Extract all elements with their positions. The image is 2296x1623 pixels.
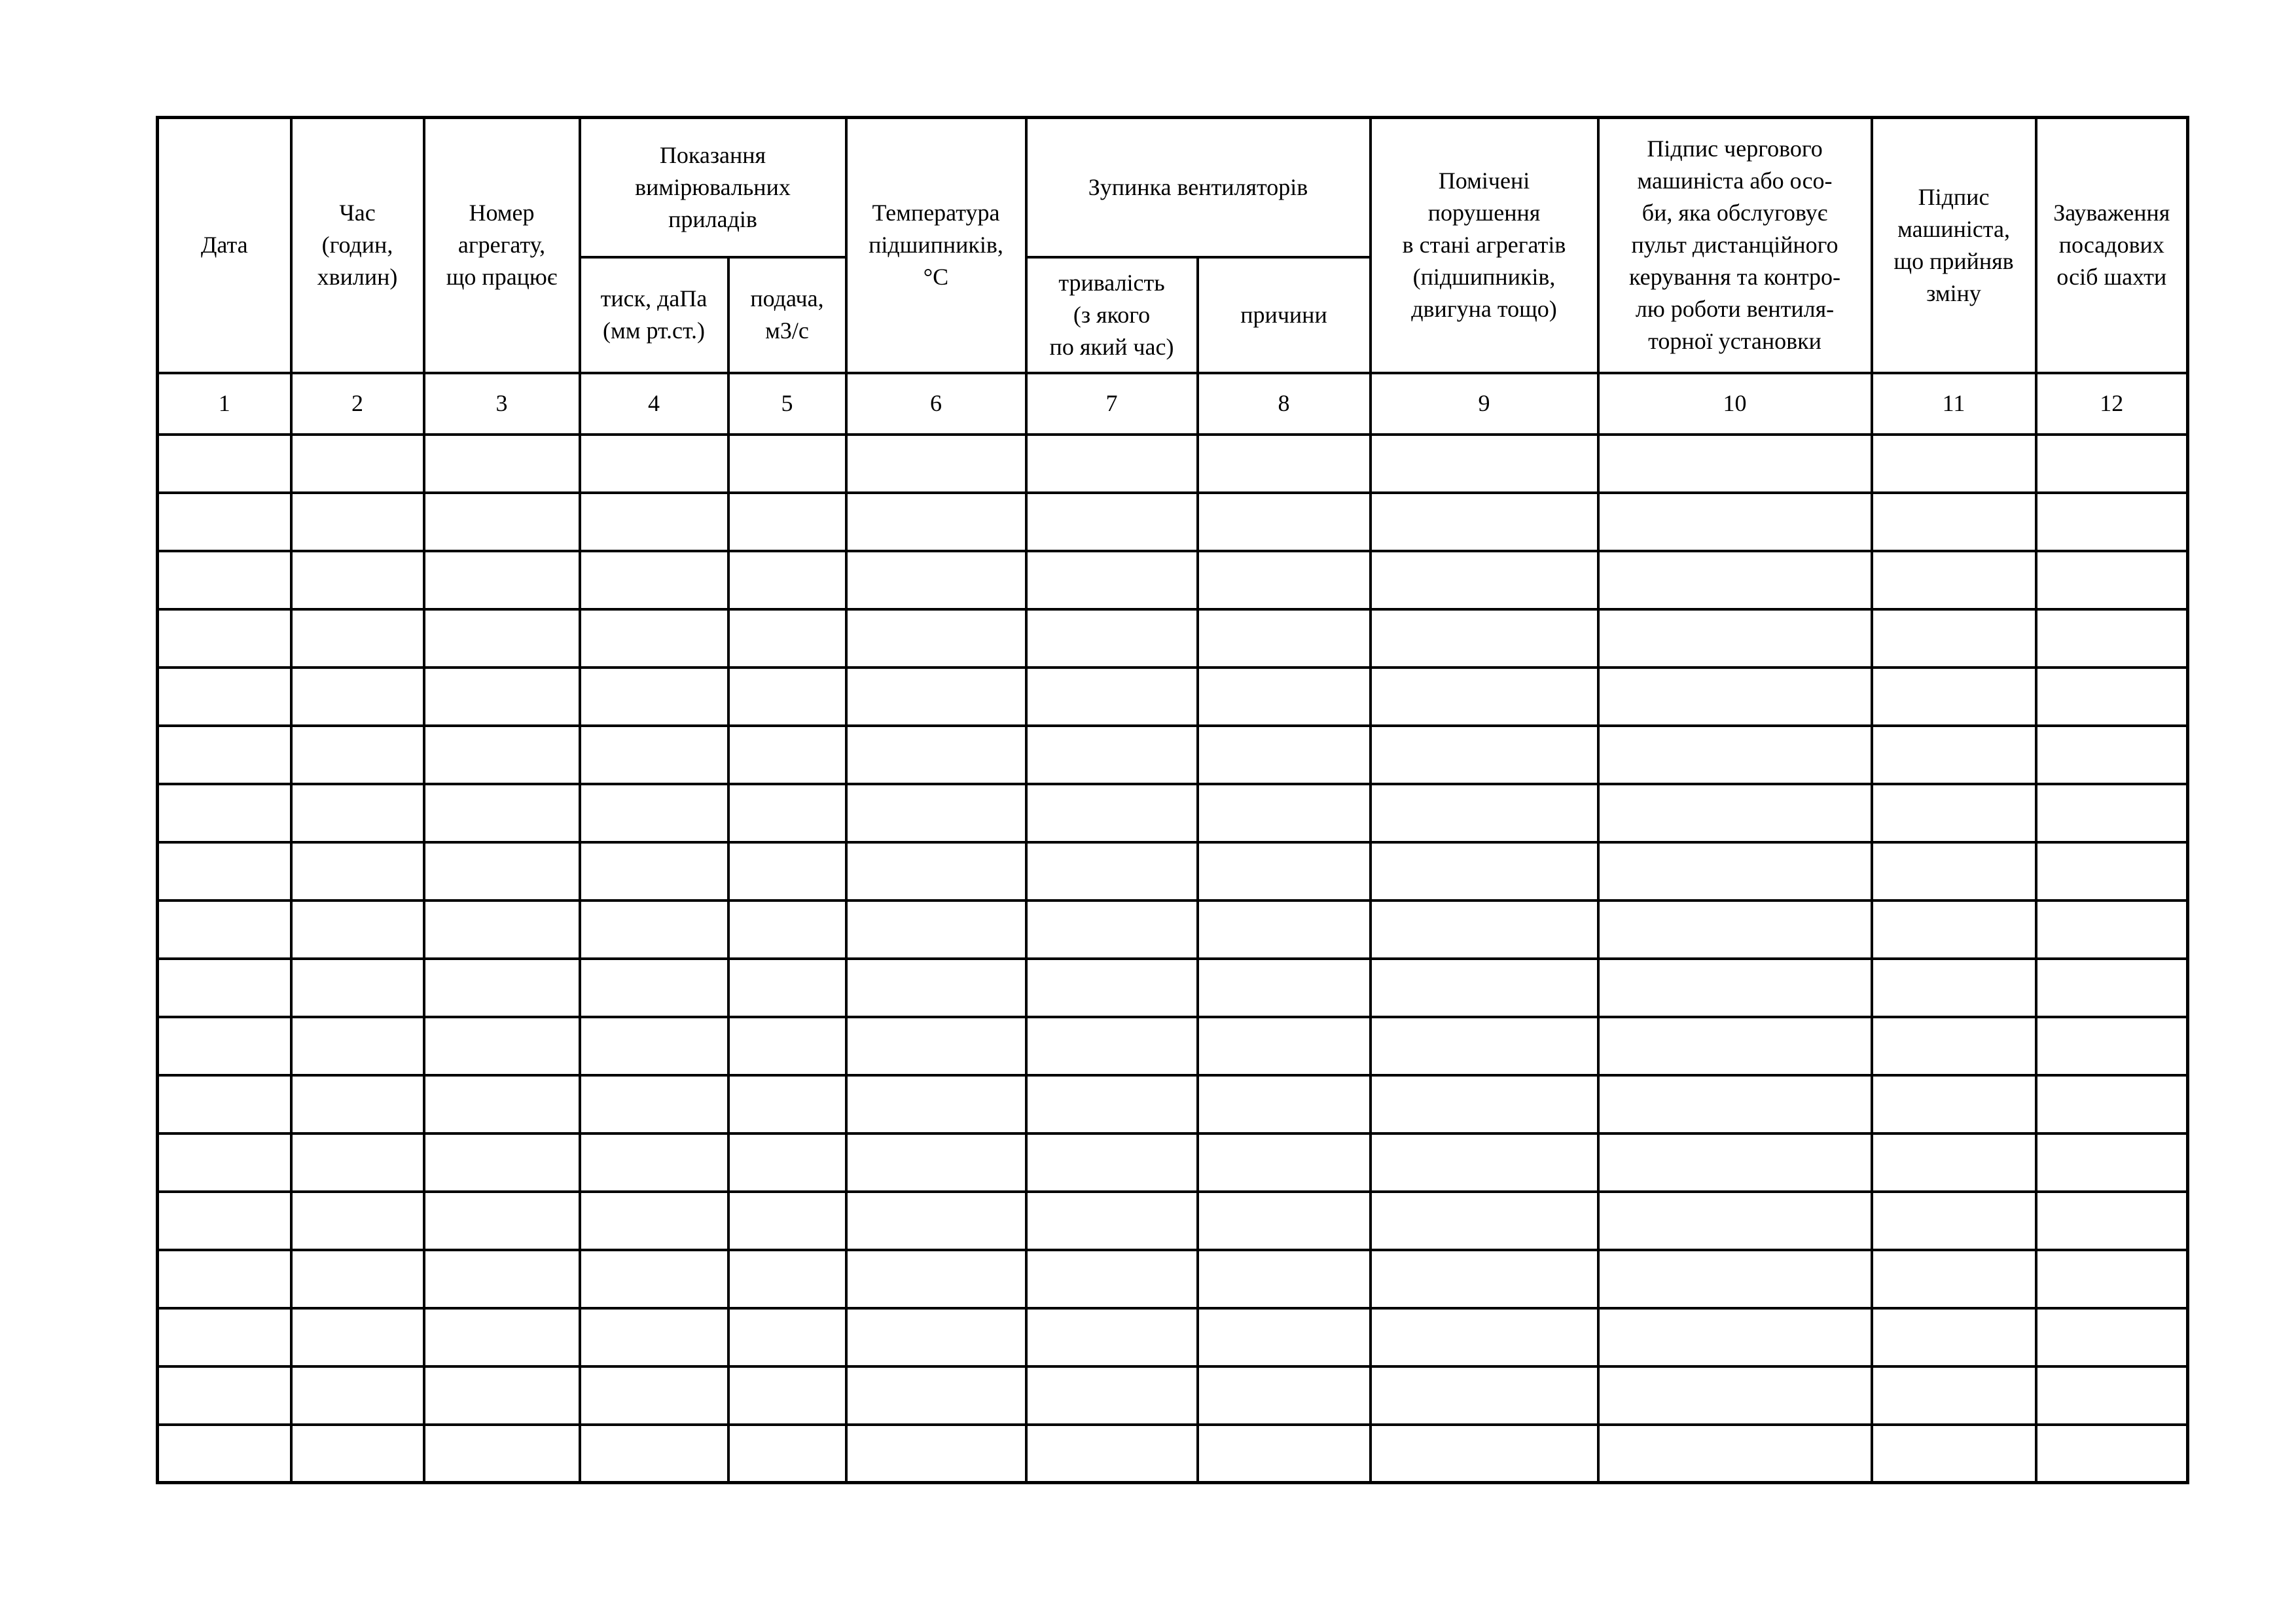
header-pressure-label: тиск, даПа (мм рт.ст.) [600, 285, 708, 344]
entry-cell[interactable] [1198, 1192, 1371, 1250]
column-number: 12 [2036, 373, 2188, 435]
entry-cell[interactable] [2036, 435, 2188, 493]
entry-cell[interactable] [580, 842, 728, 901]
entry-cell[interactable] [1198, 1017, 1371, 1075]
entry-cell[interactable] [2036, 959, 2188, 1017]
entry-cell[interactable] [1872, 726, 2036, 784]
entry-cell[interactable] [1872, 551, 2036, 609]
entry-cell[interactable] [728, 668, 846, 726]
header-duration [1026, 257, 1198, 373]
column-number: 8 [1198, 373, 1371, 435]
entry-cell[interactable] [1872, 1308, 2036, 1366]
entry-cell[interactable] [1198, 609, 1371, 668]
entry-cell[interactable] [2036, 1366, 2188, 1425]
entry-cell[interactable] [1598, 435, 1872, 493]
entry-cell[interactable] [424, 842, 580, 901]
entry-cell[interactable] [291, 1133, 424, 1192]
entry-cell[interactable] [424, 609, 580, 668]
entry-cell[interactable] [728, 609, 846, 668]
entry-cell[interactable] [158, 551, 291, 609]
entry-cell[interactable] [1598, 1250, 1872, 1308]
column-number: 4 [580, 373, 728, 435]
entry-cell[interactable] [158, 493, 291, 551]
entry-cell[interactable] [1198, 435, 1371, 493]
entry-cell[interactable] [1026, 1075, 1198, 1133]
table-row [158, 435, 2188, 493]
entry-cell[interactable] [291, 1075, 424, 1133]
entry-cell[interactable] [158, 609, 291, 668]
entry-cell[interactable] [1872, 668, 2036, 726]
header-pressure [580, 257, 728, 373]
entry-cell[interactable] [580, 1250, 728, 1308]
entry-cell[interactable] [1598, 959, 1872, 1017]
entry-cell[interactable] [1371, 1366, 1598, 1425]
entry-cell[interactable] [1371, 435, 1598, 493]
entry-cell[interactable] [424, 1250, 580, 1308]
entry-cell[interactable] [158, 901, 291, 959]
entry-cell[interactable] [1371, 609, 1598, 668]
header-instrument-readings-label: Показання вимірювальних приладів [635, 141, 791, 232]
entry-cell[interactable] [1872, 1133, 2036, 1192]
entry-cell[interactable] [291, 1017, 424, 1075]
entry-cell[interactable] [846, 901, 1026, 959]
entry-cell[interactable] [158, 726, 291, 784]
entry-cell[interactable] [728, 842, 846, 901]
entry-cell[interactable] [1598, 1017, 1872, 1075]
entry-cell[interactable] [580, 668, 728, 726]
entry-cell[interactable] [291, 1308, 424, 1366]
header-fan-stop [1026, 118, 1371, 257]
entry-cell[interactable] [2036, 1133, 2188, 1192]
entry-cell[interactable] [2036, 493, 2188, 551]
entry-cell[interactable] [728, 1075, 846, 1133]
entry-cell[interactable] [291, 901, 424, 959]
entry-cell[interactable] [424, 901, 580, 959]
entry-cell[interactable] [1026, 1133, 1198, 1192]
entry-cell[interactable] [424, 1075, 580, 1133]
entry-cell[interactable] [1026, 435, 1198, 493]
header-unit-number [424, 118, 580, 373]
entry-cell[interactable] [1198, 1366, 1371, 1425]
entry-cell[interactable] [728, 959, 846, 1017]
entry-cell[interactable] [846, 1366, 1026, 1425]
entry-cell[interactable] [1598, 1133, 1872, 1192]
table-row [158, 726, 2188, 784]
entry-cell[interactable] [1598, 1308, 1872, 1366]
entry-cell[interactable] [1872, 493, 2036, 551]
column-number: 2 [291, 373, 424, 435]
entry-cell[interactable] [1598, 1366, 1872, 1425]
entry-cell[interactable] [158, 1133, 291, 1192]
entry-cell[interactable] [728, 1192, 846, 1250]
entry-cell[interactable] [846, 1017, 1026, 1075]
entry-cell[interactable] [158, 959, 291, 1017]
entry-cell[interactable] [2036, 551, 2188, 609]
entry-cell[interactable] [291, 1250, 424, 1308]
entry-cell[interactable] [580, 1308, 728, 1366]
column-number: 7 [1026, 373, 1198, 435]
entry-cell[interactable] [1371, 726, 1598, 784]
entry-cell[interactable] [291, 784, 424, 842]
column-number: 11 [1872, 373, 2036, 435]
entry-cell[interactable] [2036, 609, 2188, 668]
entry-cell[interactable] [580, 1017, 728, 1075]
entry-cell[interactable] [1872, 1250, 2036, 1308]
entry-cell[interactable] [846, 609, 1026, 668]
entry-cell[interactable] [1371, 1308, 1598, 1366]
entry-cell[interactable] [1026, 551, 1198, 609]
entry-cell[interactable] [424, 959, 580, 1017]
column-number: 1 [158, 373, 291, 435]
entry-cell[interactable] [424, 435, 580, 493]
entry-cell[interactable] [2036, 726, 2188, 784]
header-operator-signature [1598, 118, 1872, 373]
entry-cell[interactable] [846, 842, 1026, 901]
header-flow-label: подача, м3/с [750, 285, 824, 344]
entry-cell[interactable] [580, 959, 728, 1017]
entry-cell[interactable] [1371, 1250, 1598, 1308]
entry-cell[interactable] [291, 726, 424, 784]
entry-cell[interactable] [424, 1017, 580, 1075]
entry-cell[interactable] [291, 842, 424, 901]
table-row [158, 1075, 2188, 1133]
column-number: 9 [1371, 373, 1598, 435]
entry-cell[interactable] [580, 609, 728, 668]
entry-cell[interactable] [846, 726, 1026, 784]
entry-cell[interactable] [424, 1133, 580, 1192]
entry-cell[interactable] [1026, 959, 1198, 1017]
entry-cell[interactable] [424, 784, 580, 842]
entry-cell[interactable] [580, 1192, 728, 1250]
entry-cell[interactable] [1598, 784, 1872, 842]
entry-cell[interactable] [1026, 1308, 1198, 1366]
table-row [158, 668, 2188, 726]
entry-cell[interactable] [2036, 1308, 2188, 1366]
entry-cell[interactable] [1198, 1250, 1371, 1308]
entry-cell[interactable] [1371, 1425, 1598, 1483]
entry-cell[interactable] [291, 1192, 424, 1250]
entry-cell[interactable] [728, 1308, 846, 1366]
entry-cell[interactable] [728, 726, 846, 784]
entry-cell[interactable] [424, 493, 580, 551]
header-instrument-readings [580, 118, 846, 257]
entry-cell[interactable] [1371, 959, 1598, 1017]
entry-cell[interactable] [580, 1133, 728, 1192]
entry-cell[interactable] [1371, 551, 1598, 609]
entry-cell[interactable] [158, 435, 291, 493]
table-row [158, 959, 2188, 1017]
entry-cell[interactable] [1198, 1308, 1371, 1366]
table-row [158, 551, 2188, 609]
entry-cell[interactable] [1198, 901, 1371, 959]
entry-cell[interactable] [1872, 1366, 2036, 1425]
entry-cell[interactable] [2036, 784, 2188, 842]
entry-cell[interactable] [291, 609, 424, 668]
entry-cell[interactable] [158, 1250, 291, 1308]
table-row [158, 1425, 2188, 1483]
column-number: 5 [728, 373, 846, 435]
entry-cell[interactable] [1872, 784, 2036, 842]
entry-cell[interactable] [424, 668, 580, 726]
header-fan-stop-label: Зупинка вентиляторів [1088, 173, 1308, 200]
entry-cell[interactable] [291, 668, 424, 726]
entry-cell[interactable] [1371, 668, 1598, 726]
entry-cell[interactable] [1026, 1017, 1198, 1075]
entry-cell[interactable] [2036, 1017, 2188, 1075]
entry-cell[interactable] [1598, 726, 1872, 784]
entry-cell[interactable] [424, 1366, 580, 1425]
entry-cell[interactable] [1198, 842, 1371, 901]
entry-cell[interactable] [1598, 609, 1872, 668]
entry-cell[interactable] [1026, 1425, 1198, 1483]
header-officials-remarks-label: Зауваження посадових осіб шахти [2053, 200, 2170, 291]
entry-cell[interactable] [2036, 1192, 2188, 1250]
table-row [158, 1366, 2188, 1425]
table-row [158, 901, 2188, 959]
entry-cell[interactable] [580, 726, 728, 784]
entry-cell[interactable] [846, 668, 1026, 726]
header-receiver-signature [1872, 118, 2036, 373]
entry-cell[interactable] [580, 435, 728, 493]
header-unit-number-label: Номер агрегату, що працює [446, 200, 558, 291]
entry-cell[interactable] [580, 1425, 728, 1483]
entry-cell[interactable] [580, 551, 728, 609]
entry-cell[interactable] [1371, 1192, 1598, 1250]
header-officials-remarks [2036, 118, 2188, 373]
entry-cell[interactable] [158, 842, 291, 901]
fan-log-table [156, 116, 2189, 1484]
column-number-row [158, 373, 2188, 435]
header-operator-signature-label: Підпис чергового машиніста або осо- би, яка обслуговує пульт дистанційного керування та контро- лю роботи вентиля- торної установки [1629, 135, 1840, 355]
entry-cell[interactable] [1598, 1192, 1872, 1250]
entry-cell[interactable] [1872, 901, 2036, 959]
entry-cell[interactable] [1371, 493, 1598, 551]
entry-cell[interactable] [580, 493, 728, 551]
entry-cell[interactable] [1198, 1425, 1371, 1483]
entry-cell[interactable] [1371, 842, 1598, 901]
entry-cell[interactable] [158, 1017, 291, 1075]
header-defects [1371, 118, 1598, 373]
table-row [158, 784, 2188, 842]
entry-cell[interactable] [1371, 1075, 1598, 1133]
header-time [291, 118, 424, 373]
entry-cell[interactable] [846, 1250, 1026, 1308]
entry-cell[interactable] [158, 1192, 291, 1250]
entry-cell[interactable] [728, 551, 846, 609]
header-date [158, 118, 291, 373]
entry-cell[interactable] [424, 726, 580, 784]
entry-cell[interactable] [1872, 1017, 2036, 1075]
entry-cell[interactable] [1598, 1075, 1872, 1133]
entry-cell[interactable] [1026, 493, 1198, 551]
entry-cell[interactable] [1872, 959, 2036, 1017]
entry-cell[interactable] [2036, 1425, 2188, 1483]
entry-cell[interactable] [1371, 1133, 1598, 1192]
entry-cell[interactable] [1026, 609, 1198, 668]
header-row-top [158, 118, 2188, 257]
header-flow [728, 257, 846, 373]
table-row [158, 493, 2188, 551]
entry-cell[interactable] [728, 1017, 846, 1075]
header-defects-label: Помічені порушення в стані агрегатів (підшипників, двигуна тощо) [1402, 168, 1566, 323]
entry-cell[interactable] [1872, 1075, 2036, 1133]
entry-cell[interactable] [424, 1192, 580, 1250]
entry-cell[interactable] [1872, 1425, 2036, 1483]
entry-cell[interactable] [846, 551, 1026, 609]
entry-cell[interactable] [1872, 1192, 2036, 1250]
table-row [158, 609, 2188, 668]
entry-cell[interactable] [846, 1308, 1026, 1366]
entry-cell[interactable] [1198, 784, 1371, 842]
entry-cell[interactable] [291, 551, 424, 609]
column-number: 10 [1598, 373, 1872, 435]
entry-cell[interactable] [846, 493, 1026, 551]
entry-cell[interactable] [291, 1366, 424, 1425]
entry-cell[interactable] [1198, 551, 1371, 609]
entry-cell[interactable] [1026, 668, 1198, 726]
entry-cell[interactable] [158, 1308, 291, 1366]
entry-cell[interactable] [846, 435, 1026, 493]
entry-cell[interactable] [728, 1250, 846, 1308]
entry-cell[interactable] [846, 959, 1026, 1017]
entry-cell[interactable] [1198, 1075, 1371, 1133]
table-row [158, 1250, 2188, 1308]
table-row [158, 1017, 2188, 1075]
column-number: 6 [846, 373, 1026, 435]
entry-cell[interactable] [2036, 668, 2188, 726]
entry-cell[interactable] [1872, 842, 2036, 901]
entry-cell[interactable] [1026, 1192, 1198, 1250]
entry-cell[interactable] [158, 784, 291, 842]
entry-cell[interactable] [1371, 784, 1598, 842]
entry-cell[interactable] [291, 959, 424, 1017]
table-row [158, 1308, 2188, 1366]
entry-cell[interactable] [1026, 726, 1198, 784]
entry-cell[interactable] [846, 1075, 1026, 1133]
table-row [158, 1192, 2188, 1250]
entry-cell[interactable] [2036, 1250, 2188, 1308]
header-bearing-temperature [846, 118, 1026, 373]
table-row [158, 842, 2188, 901]
entry-cell[interactable] [1598, 668, 1872, 726]
entry-cell[interactable] [580, 901, 728, 959]
entry-cell[interactable] [1598, 1425, 1872, 1483]
entry-cell[interactable] [424, 1425, 580, 1483]
entry-cell[interactable] [291, 493, 424, 551]
table-row [158, 1133, 2188, 1192]
header-time-label: Час (годин, хвилин) [317, 200, 398, 291]
entry-cell[interactable] [1026, 842, 1198, 901]
entry-cell[interactable] [728, 435, 846, 493]
entry-cell[interactable] [728, 1366, 846, 1425]
entry-cell[interactable] [846, 1192, 1026, 1250]
entry-cell[interactable] [424, 551, 580, 609]
header-bearing-temperature-label: Температура підшипників, °С [869, 200, 1003, 291]
entry-cell[interactable] [580, 1366, 728, 1425]
entry-cell[interactable] [728, 493, 846, 551]
column-number: 3 [424, 373, 580, 435]
entry-cell[interactable] [1198, 1133, 1371, 1192]
entry-cell[interactable] [2036, 901, 2188, 959]
entry-cell[interactable] [1198, 959, 1371, 1017]
entry-cell[interactable] [1026, 1250, 1198, 1308]
entry-cell[interactable] [846, 1133, 1026, 1192]
entry-cell[interactable] [1872, 609, 2036, 668]
entry-cell[interactable] [1598, 551, 1872, 609]
entry-cell[interactable] [291, 1425, 424, 1483]
entry-cell[interactable] [728, 784, 846, 842]
entry-cell[interactable] [846, 784, 1026, 842]
entry-cell[interactable] [158, 668, 291, 726]
entry-cell[interactable] [1598, 493, 1872, 551]
entry-cell[interactable] [846, 1425, 1026, 1483]
entry-cell[interactable] [1026, 784, 1198, 842]
entry-cell[interactable] [1371, 901, 1598, 959]
entry-cell[interactable] [2036, 842, 2188, 901]
entry-cell[interactable] [728, 1133, 846, 1192]
entry-cell[interactable] [291, 435, 424, 493]
entry-cell[interactable] [1026, 1366, 1198, 1425]
entry-cell[interactable] [1371, 1017, 1598, 1075]
header-duration-label: тривалість (з якого по який час) [1049, 269, 1174, 360]
log-body [158, 435, 2188, 1483]
entry-cell[interactable] [158, 1075, 291, 1133]
entry-cell[interactable] [1598, 901, 1872, 959]
entry-cell[interactable] [580, 784, 728, 842]
entry-cell[interactable] [158, 1425, 291, 1483]
entry-cell[interactable] [1198, 668, 1371, 726]
entry-cell[interactable] [728, 1425, 846, 1483]
entry-cell[interactable] [1198, 493, 1371, 551]
header-receiver-signature-label: Підпис машиніста, що прийняв зміну [1893, 183, 2014, 306]
header-reasons-label: причини [1240, 301, 1327, 328]
entry-cell[interactable] [580, 1075, 728, 1133]
entry-cell[interactable] [1872, 435, 2036, 493]
header-date-label: Дата [200, 232, 248, 259]
header-reasons [1198, 257, 1371, 373]
entry-cell[interactable] [1198, 726, 1371, 784]
entry-cell[interactable] [2036, 1075, 2188, 1133]
entry-cell[interactable] [1026, 901, 1198, 959]
entry-cell[interactable] [728, 901, 846, 959]
entry-cell[interactable] [1598, 842, 1872, 901]
entry-cell[interactable] [424, 1308, 580, 1366]
entry-cell[interactable] [158, 1366, 291, 1425]
